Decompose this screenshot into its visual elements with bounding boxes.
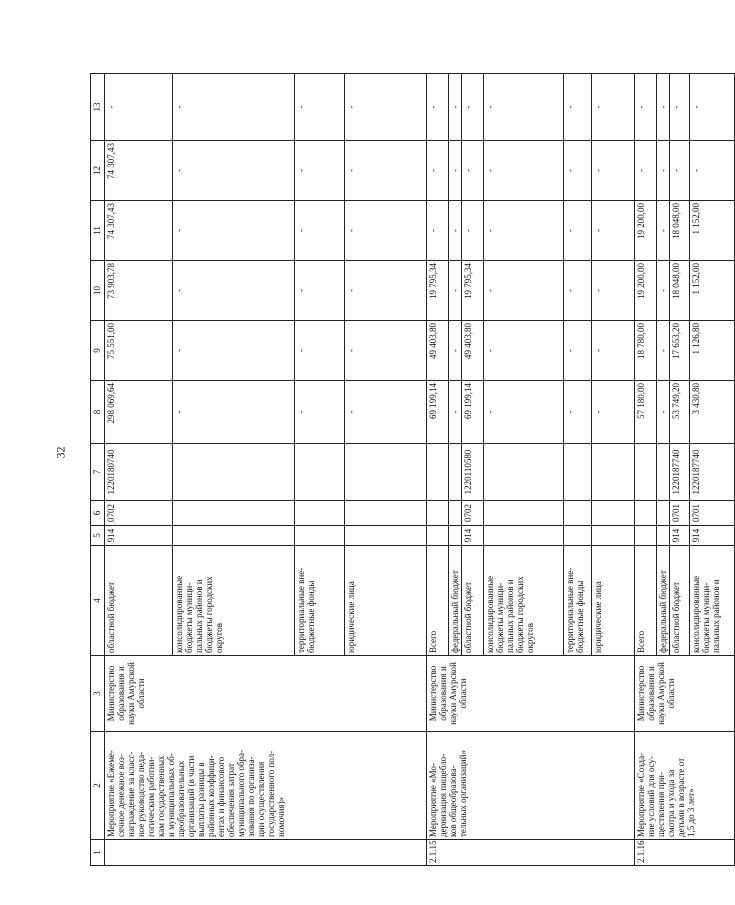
code-section [295,501,345,526]
header-cell-3: 3 [91,656,105,732]
amount-c12: - [690,141,735,201]
funding-source: Всего [635,546,657,656]
measure-name: Мероприятие «Созда- ние условий для осу- ществления при- смотра и ухода за детьми в возрасте от 1,5 до 3 лет» [635,732,735,840]
code-grbs: 914 [105,526,173,546]
amount-c11: - [173,201,295,261]
amount-c13: - [635,74,657,141]
executor: Министерство образования и науки Амурской области [427,656,635,732]
amount-c11: 74 307,43 [105,201,173,261]
header-cell-5: 5 [91,526,105,546]
table-row [635,74,657,866]
amount-c11: - [592,201,635,261]
amount-c8: 57 180,00 [635,381,657,444]
measure-name: Мероприятие «Мо- дернизация пищебло- ков общеобразова- тельных организаций» [427,732,635,840]
header-cell-4: 4 [91,546,105,656]
header-cell-10: 10 [91,261,105,321]
amount-c11: - [427,201,449,261]
code-target [345,444,427,501]
amount-c12: - [345,141,427,201]
amount-c11: - [564,201,592,261]
amount-c11: - [449,201,462,261]
amount-c9: - [484,321,564,381]
amount-c10: 1 152,00 [690,261,735,321]
page-number: 32 [53,446,68,459]
amount-c10: - [449,261,462,321]
amount-c10: - [295,261,345,321]
amount-c8: - [449,381,462,444]
code-grbs [657,526,670,546]
code-grbs [345,526,427,546]
executor: Министерство образования и науки Амурской области [635,656,735,732]
code-section: 0701 [690,501,735,526]
code-target: 1220110580 [462,444,484,501]
code-section [592,501,635,526]
amount-c9: - [345,321,427,381]
amount-c12: - [484,141,564,201]
code-target [564,444,592,501]
code-grbs: 914 [670,526,690,546]
amount-c10: 73 903,78 [105,261,173,321]
amount-c11: - [345,201,427,261]
amount-c8: 298 069,64 [105,381,173,444]
header-cell-6: 6 [91,501,105,526]
amount-c8: - [592,381,635,444]
header-cell-9: 9 [91,321,105,381]
code-grbs [592,526,635,546]
code-target [449,444,462,501]
funding-source: юридические лица [592,546,635,656]
code-target [592,444,635,501]
funding-source: юридические лица [345,546,427,656]
code-target [635,444,657,501]
amount-c9: - [592,321,635,381]
budget-table [90,73,735,866]
header-cell-1: 1 [91,840,105,866]
amount-c9: 1 126,80 [690,321,735,381]
code-grbs [449,526,462,546]
funding-source: консолидированные бюджеты муници- пальных районов и [690,546,735,656]
amount-c10: - [173,261,295,321]
header-row [91,74,105,866]
amount-c10: 18 048,00 [670,261,690,321]
code-grbs: 914 [690,526,735,546]
amount-c13: - [449,74,462,141]
header-cell-12: 12 [91,141,105,201]
amount-c10: - [484,261,564,321]
amount-c10: 19 795,34 [427,261,449,321]
funding-source: Всего [427,546,449,656]
amount-c13: - [670,74,690,141]
amount-c11: 19 200,00 [635,201,657,261]
measure-number: 2.1.16 [635,840,735,866]
amount-c12: - [462,141,484,201]
table-area [90,74,721,866]
funding-source: областной бюджет [462,546,484,656]
code-grbs [635,526,657,546]
code-grbs [295,526,345,546]
amount-c12: - [449,141,462,201]
code-target: 1220187740 [690,444,735,501]
amount-c10: 19 795,34 [462,261,484,321]
amount-c13: - [173,74,295,141]
amount-c10: - [564,261,592,321]
code-target [295,444,345,501]
amount-c9: - [173,321,295,381]
amount-c8: - [484,381,564,444]
amount-c13: - [105,74,173,141]
code-section [449,501,462,526]
code-target [484,444,564,501]
code-section: 0701 [670,501,690,526]
amount-c12: - [657,141,670,201]
code-target [173,444,295,501]
funding-source: федеральный бюджет [657,546,670,656]
amount-c13: - [657,74,670,141]
measure-number [105,840,427,866]
amount-c8: - [173,381,295,444]
amount-c11: - [295,201,345,261]
amount-c12: - [670,141,690,201]
code-grbs [484,526,564,546]
amount-c11: 1 152,00 [690,201,735,261]
funding-source: территориальные вне- бюджетные фонды [564,546,592,656]
code-section [564,501,592,526]
code-section [657,501,670,526]
measure-number: 2.1.15 [427,840,635,866]
funding-source: федеральный бюджет [449,546,462,656]
amount-c12: 74 307,43 [105,141,173,201]
amount-c12: - [427,141,449,201]
amount-c11: - [484,201,564,261]
funding-source: областной бюджет [670,546,690,656]
amount-c9: - [449,321,462,381]
amount-c13: - [462,74,484,141]
code-grbs [427,526,449,546]
amount-c11: - [462,201,484,261]
amount-c13: - [484,74,564,141]
code-grbs: 914 [462,526,484,546]
amount-c12: - [173,141,295,201]
amount-c8: - [564,381,592,444]
funding-source: консолидированные бюджеты муници- пальных районов и бюджеты городских округов [173,546,295,656]
amount-c11: 18 048,00 [670,201,690,261]
funding-source: областной бюджет [105,546,173,656]
amount-c8: - [657,381,670,444]
header-cell-13: 13 [91,74,105,141]
code-section [484,501,564,526]
amount-c9: 49 403,80 [462,321,484,381]
amount-c12: - [592,141,635,201]
code-section [345,501,427,526]
amount-c13: - [592,74,635,141]
amount-c9: 18 780,00 [635,321,657,381]
amount-c8: 53 749,20 [670,381,690,444]
measure-name: Мероприятие «Ежеме- сячное денежное воз- награждение за класс- ное руководство педа- гогическим работни- кам государственных и муниципальных об- щеобразовательных организаций (в части выплаты разницы в районных коэффици- ентах и финансового обеспечения затрат муниципального обра- зования по организа- ции осуществления государственного пол- номочия)» [105,732,427,840]
amount-c8: - [295,381,345,444]
code-target [427,444,449,501]
funding-source: территориальные вне- бюджетные фонды [295,546,345,656]
amount-c13: - [427,74,449,141]
code-grbs [173,526,295,546]
amount-c9: - [295,321,345,381]
header-cell-11: 11 [91,201,105,261]
amount-c10: 19 200,00 [635,261,657,321]
code-target: 1220187740 [670,444,690,501]
amount-c8: - [345,381,427,444]
amount-c9: - [564,321,592,381]
amount-c9: 49 403,80 [427,321,449,381]
amount-c12: - [295,141,345,201]
code-target: 1220180740 [105,444,173,501]
amount-c9: 17 653,20 [670,321,690,381]
code-section [173,501,295,526]
amount-c8: 69 199,14 [462,381,484,444]
amount-c13: - [345,74,427,141]
amount-c9: 75 551,00 [105,321,173,381]
header-cell-2: 2 [91,732,105,840]
executor: Министерство образования и науки Амурской области [105,656,427,732]
code-target [657,444,670,501]
amount-c12: - [635,141,657,201]
code-grbs [564,526,592,546]
code-section [635,501,657,526]
amount-c13: - [295,74,345,141]
amount-c13: - [564,74,592,141]
amount-c10: - [657,261,670,321]
header-cell-7: 7 [91,444,105,501]
header-cell-8: 8 [91,381,105,444]
amount-c10: - [592,261,635,321]
amount-c8: 69 199,14 [427,381,449,444]
code-section [427,501,449,526]
amount-c11: - [657,201,670,261]
amount-c9: - [657,321,670,381]
code-section: 0702 [105,501,173,526]
funding-source: консолидированные бюджеты муници- пальных районов и бюджеты городских округов [484,546,564,656]
amount-c10: - [345,261,427,321]
amount-c8: 3 430,80 [690,381,735,444]
amount-c12: - [564,141,592,201]
amount-c13: - [690,74,735,141]
table-row [427,74,449,866]
table-row [105,74,173,866]
code-section: 0702 [462,501,484,526]
